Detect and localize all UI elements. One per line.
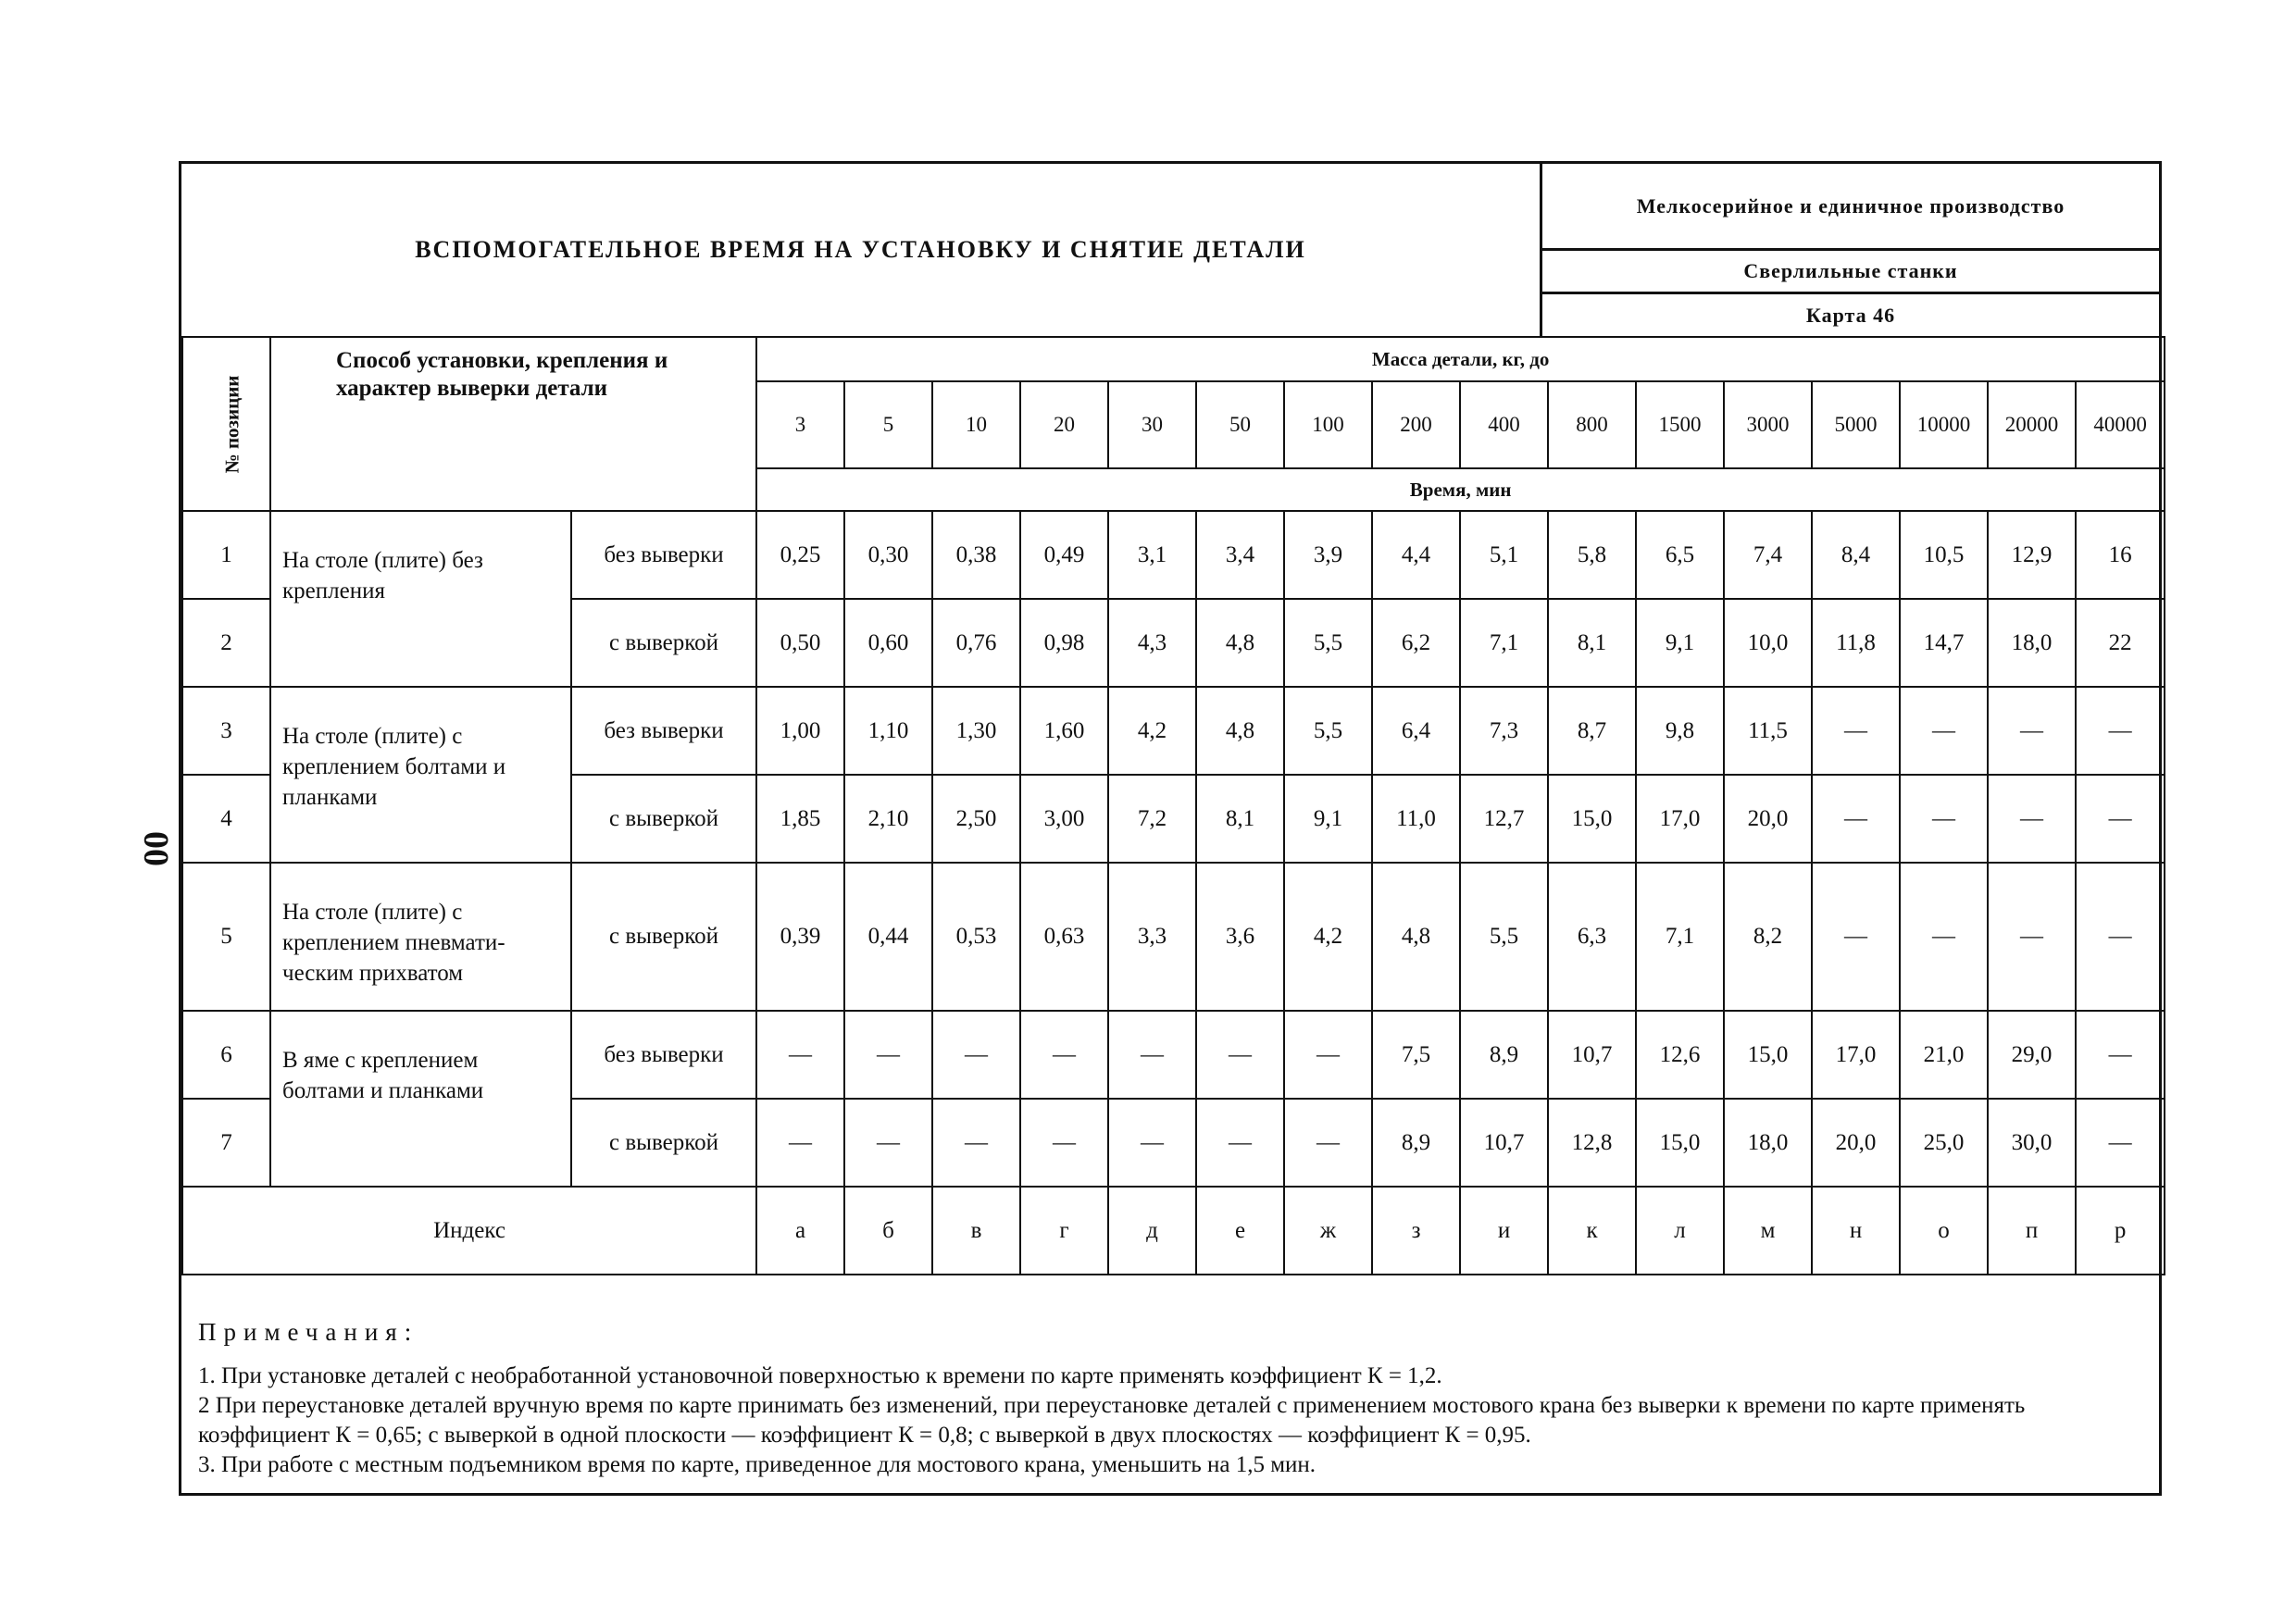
time-value: 22 bbox=[2076, 599, 2165, 687]
note-3: 3. При работе с местным подъемником время по карте, приведенное для мостового крана, уменьшить на 1,5 мин. bbox=[198, 1452, 1316, 1477]
mass-cell: 200 bbox=[1372, 381, 1460, 468]
position-number: 4 bbox=[182, 775, 270, 863]
time-value: 12,9 bbox=[1988, 511, 2076, 599]
time-value: — bbox=[756, 1011, 844, 1099]
mass-cell: 30 bbox=[1108, 381, 1196, 468]
position-number: 1 bbox=[182, 511, 270, 599]
table-row bbox=[182, 687, 2165, 775]
index-letter: о bbox=[1900, 1187, 1988, 1275]
time-value: — bbox=[1284, 1011, 1372, 1099]
card-frame bbox=[179, 161, 2162, 1496]
time-value: — bbox=[2076, 775, 2165, 863]
time-value: 11,8 bbox=[1812, 599, 1900, 687]
time-value: — bbox=[1812, 863, 1900, 1011]
time-table bbox=[181, 336, 2165, 1275]
index-letter: в bbox=[932, 1187, 1020, 1275]
position-number: 3 bbox=[182, 687, 270, 775]
time-value: 0,25 bbox=[756, 511, 844, 599]
time-value: 7,4 bbox=[1724, 511, 1812, 599]
position-number: 5 bbox=[182, 863, 270, 1011]
mass-cell: 5000 bbox=[1812, 381, 1900, 468]
index-letter: р bbox=[2076, 1187, 2165, 1275]
time-value: 4,2 bbox=[1284, 863, 1372, 1011]
time-value: 21,0 bbox=[1900, 1011, 1988, 1099]
time-value: 0,53 bbox=[932, 863, 1020, 1011]
mass-cell: 3 bbox=[756, 381, 844, 468]
notes bbox=[181, 1300, 2159, 1480]
time-value: 0,44 bbox=[844, 863, 932, 1011]
time-value: — bbox=[1988, 775, 2076, 863]
position-header: № позиции bbox=[182, 337, 270, 511]
time-value: — bbox=[1196, 1011, 1284, 1099]
index-letter: л bbox=[1636, 1187, 1724, 1275]
time-value: 30,0 bbox=[1988, 1099, 2076, 1187]
time-value: 10,7 bbox=[1548, 1011, 1636, 1099]
time-value: 1,00 bbox=[756, 687, 844, 775]
time-header: Время, мин bbox=[756, 468, 2165, 511]
note-2: 2 При переустановке деталей вручную время по карте принимать без изменений, при переустановке деталей с применением мостового крана без выверки к времени по карте применять коэффициент К = 0,65; с выверкой в одной плоскости — коэффициент К = 0,8; с выверкой в двух плоскостях — коэффициент К = 0,95. bbox=[198, 1393, 2026, 1448]
time-value: — bbox=[756, 1099, 844, 1187]
alignment-type: с выверкой bbox=[571, 775, 756, 863]
header-info bbox=[1542, 164, 2159, 336]
time-value: — bbox=[1812, 687, 1900, 775]
mass-cell: 1500 bbox=[1636, 381, 1724, 468]
time-value: 0,63 bbox=[1020, 863, 1108, 1011]
time-value: 18,0 bbox=[1988, 599, 2076, 687]
time-value: 3,00 bbox=[1020, 775, 1108, 863]
time-value: 11,5 bbox=[1724, 687, 1812, 775]
time-value: 9,1 bbox=[1636, 599, 1724, 687]
mass-cell: 5 bbox=[844, 381, 932, 468]
time-value: — bbox=[1284, 1099, 1372, 1187]
time-value: 25,0 bbox=[1900, 1099, 1988, 1187]
time-value: 7,3 bbox=[1460, 687, 1548, 775]
time-value: — bbox=[1812, 775, 1900, 863]
time-value: — bbox=[1900, 775, 1988, 863]
time-value: 0,98 bbox=[1020, 599, 1108, 687]
mass-cell: 50 bbox=[1196, 381, 1284, 468]
time-value: 8,4 bbox=[1812, 511, 1900, 599]
mass-header: Масса детали, кг, до bbox=[756, 337, 2165, 381]
mass-cell: 800 bbox=[1548, 381, 1636, 468]
time-value: 5,1 bbox=[1460, 511, 1548, 599]
index-letter: а bbox=[756, 1187, 844, 1275]
alignment-type: без выверки bbox=[571, 1011, 756, 1099]
time-value: 17,0 bbox=[1812, 1011, 1900, 1099]
time-value: 12,7 bbox=[1460, 775, 1548, 863]
time-value: 17,0 bbox=[1636, 775, 1724, 863]
time-value: 4,8 bbox=[1372, 863, 1460, 1011]
alignment-type: с выверкой bbox=[571, 599, 756, 687]
time-value: 1,10 bbox=[844, 687, 932, 775]
card-title: ВСПОМОГАТЕЛЬНОЕ ВРЕМЯ НА УСТАНОВКУ И СНЯТИЕ ДЕТАЛИ bbox=[181, 164, 1542, 336]
mass-cell: 10000 bbox=[1900, 381, 1988, 468]
time-value: 12,6 bbox=[1636, 1011, 1724, 1099]
time-value: 6,5 bbox=[1636, 511, 1724, 599]
time-value: 2,10 bbox=[844, 775, 932, 863]
mass-cell: 3000 bbox=[1724, 381, 1812, 468]
index-row bbox=[182, 1187, 2165, 1275]
production-type: Мелкосерийное и единичное производство bbox=[1542, 164, 2159, 251]
position-number: 7 bbox=[182, 1099, 270, 1187]
time-value: 9,8 bbox=[1636, 687, 1724, 775]
mass-cell: 20000 bbox=[1988, 381, 2076, 468]
time-value: 4,2 bbox=[1108, 687, 1196, 775]
mass-cell: 100 bbox=[1284, 381, 1372, 468]
page-number: 00 bbox=[137, 831, 176, 866]
time-value: 0,38 bbox=[932, 511, 1020, 599]
time-value: 6,4 bbox=[1372, 687, 1460, 775]
time-value: — bbox=[1108, 1099, 1196, 1187]
time-value: — bbox=[1196, 1099, 1284, 1187]
time-value: — bbox=[932, 1011, 1020, 1099]
index-letter: з bbox=[1372, 1187, 1460, 1275]
time-value: 0,39 bbox=[756, 863, 844, 1011]
time-value: — bbox=[2076, 1011, 2165, 1099]
time-value: 1,60 bbox=[1020, 687, 1108, 775]
position-number: 6 bbox=[182, 1011, 270, 1099]
table-row bbox=[182, 863, 2165, 1011]
notes-heading: Примечания: bbox=[198, 1318, 419, 1346]
card-number: Карта 46 bbox=[1805, 303, 1896, 327]
index-letter: б bbox=[844, 1187, 932, 1275]
method-description: В яме с креплением болтами и планками bbox=[270, 1011, 571, 1187]
time-value: 14,7 bbox=[1900, 599, 1988, 687]
time-value: — bbox=[1988, 863, 2076, 1011]
time-value: 4,4 bbox=[1372, 511, 1460, 599]
index-letter: м bbox=[1724, 1187, 1812, 1275]
method-description: На столе (плите) с креплением пневмати-ческим прихватом bbox=[270, 863, 571, 1011]
time-value: 12,8 bbox=[1548, 1099, 1636, 1187]
time-value: — bbox=[1900, 687, 1988, 775]
alignment-type: без выверки bbox=[571, 511, 756, 599]
alignment-type: с выверкой bbox=[571, 863, 756, 1011]
time-value: 3,4 bbox=[1196, 511, 1284, 599]
time-value: 15,0 bbox=[1724, 1011, 1812, 1099]
time-value: 0,30 bbox=[844, 511, 932, 599]
time-value: 0,50 bbox=[756, 599, 844, 687]
time-value: 0,49 bbox=[1020, 511, 1108, 599]
time-value: 0,76 bbox=[932, 599, 1020, 687]
table-row bbox=[182, 511, 2165, 599]
index-letter: и bbox=[1460, 1187, 1548, 1275]
mass-cell: 40000 bbox=[2076, 381, 2165, 468]
mass-cell: 20 bbox=[1020, 381, 1108, 468]
time-value: 5,5 bbox=[1284, 687, 1372, 775]
machine-type: Сверлильные станки bbox=[1542, 251, 2159, 294]
time-value: 8,1 bbox=[1548, 599, 1636, 687]
position-number: 2 bbox=[182, 599, 270, 687]
mass-cell: 400 bbox=[1460, 381, 1548, 468]
time-value: 15,0 bbox=[1548, 775, 1636, 863]
method-header: Способ установки, крепления и характер выверки детали bbox=[270, 337, 756, 511]
time-value: 7,2 bbox=[1108, 775, 1196, 863]
time-value: — bbox=[1020, 1099, 1108, 1187]
time-value: 0,60 bbox=[844, 599, 932, 687]
time-value: — bbox=[844, 1099, 932, 1187]
table-row bbox=[182, 1011, 2165, 1099]
time-value: 10,7 bbox=[1460, 1099, 1548, 1187]
time-value: 11,0 bbox=[1372, 775, 1460, 863]
time-value: 8,1 bbox=[1196, 775, 1284, 863]
time-value: — bbox=[2076, 687, 2165, 775]
time-value: 5,8 bbox=[1548, 511, 1636, 599]
alignment-type: без выверки bbox=[571, 687, 756, 775]
time-value: 2,50 bbox=[932, 775, 1020, 863]
time-value: 8,7 bbox=[1548, 687, 1636, 775]
time-value: 3,3 bbox=[1108, 863, 1196, 1011]
time-value: 6,3 bbox=[1548, 863, 1636, 1011]
time-value: 3,1 bbox=[1108, 511, 1196, 599]
index-letter: н bbox=[1812, 1187, 1900, 1275]
time-value: 20,0 bbox=[1812, 1099, 1900, 1187]
time-value: 8,2 bbox=[1724, 863, 1812, 1011]
time-value: — bbox=[844, 1011, 932, 1099]
mass-cell: 10 bbox=[932, 381, 1020, 468]
time-value: — bbox=[1020, 1011, 1108, 1099]
time-value: — bbox=[932, 1099, 1020, 1187]
time-value: 10,5 bbox=[1900, 511, 1988, 599]
time-value: — bbox=[1108, 1011, 1196, 1099]
index-letter: п bbox=[1988, 1187, 2076, 1275]
time-value: 15,0 bbox=[1636, 1099, 1724, 1187]
time-value: — bbox=[1900, 863, 1988, 1011]
time-value: 6,2 bbox=[1372, 599, 1460, 687]
time-value: 4,3 bbox=[1108, 599, 1196, 687]
time-value: 1,85 bbox=[756, 775, 844, 863]
time-value: — bbox=[1988, 687, 2076, 775]
time-value: 10,0 bbox=[1724, 599, 1812, 687]
time-value: 9,1 bbox=[1284, 775, 1372, 863]
time-value: 18,0 bbox=[1724, 1099, 1812, 1187]
time-value: 29,0 bbox=[1988, 1011, 2076, 1099]
index-letter: д bbox=[1108, 1187, 1196, 1275]
time-value: 7,1 bbox=[1460, 599, 1548, 687]
note-1: 1. При установке деталей с необработанной установочной поверхностью к времени по карте применять коэффициент К = 1,2. bbox=[198, 1363, 1442, 1388]
time-value: 16 bbox=[2076, 511, 2165, 599]
time-value: 5,5 bbox=[1460, 863, 1548, 1011]
time-value: 4,8 bbox=[1196, 687, 1284, 775]
index-letter: е bbox=[1196, 1187, 1284, 1275]
alignment-type: с выверкой bbox=[571, 1099, 756, 1187]
method-description: На столе (плите) без крепления bbox=[270, 511, 571, 687]
time-value: 20,0 bbox=[1724, 775, 1812, 863]
time-value: 5,5 bbox=[1284, 599, 1372, 687]
index-letter: к bbox=[1548, 1187, 1636, 1275]
time-value: 7,5 bbox=[1372, 1011, 1460, 1099]
time-value: 7,1 bbox=[1636, 863, 1724, 1011]
method-description: На столе (плите) с креплением болтами и планками bbox=[270, 687, 571, 863]
index-letter: ж bbox=[1284, 1187, 1372, 1275]
index-label: Индекс bbox=[182, 1187, 756, 1275]
index-letter: г bbox=[1020, 1187, 1108, 1275]
time-value: 8,9 bbox=[1460, 1011, 1548, 1099]
time-value: 3,9 bbox=[1284, 511, 1372, 599]
time-value: — bbox=[2076, 1099, 2165, 1187]
time-value: 4,8 bbox=[1196, 599, 1284, 687]
time-value: 3,6 bbox=[1196, 863, 1284, 1011]
time-value: — bbox=[2076, 863, 2165, 1011]
time-value: 8,9 bbox=[1372, 1099, 1460, 1187]
time-value: 1,30 bbox=[932, 687, 1020, 775]
